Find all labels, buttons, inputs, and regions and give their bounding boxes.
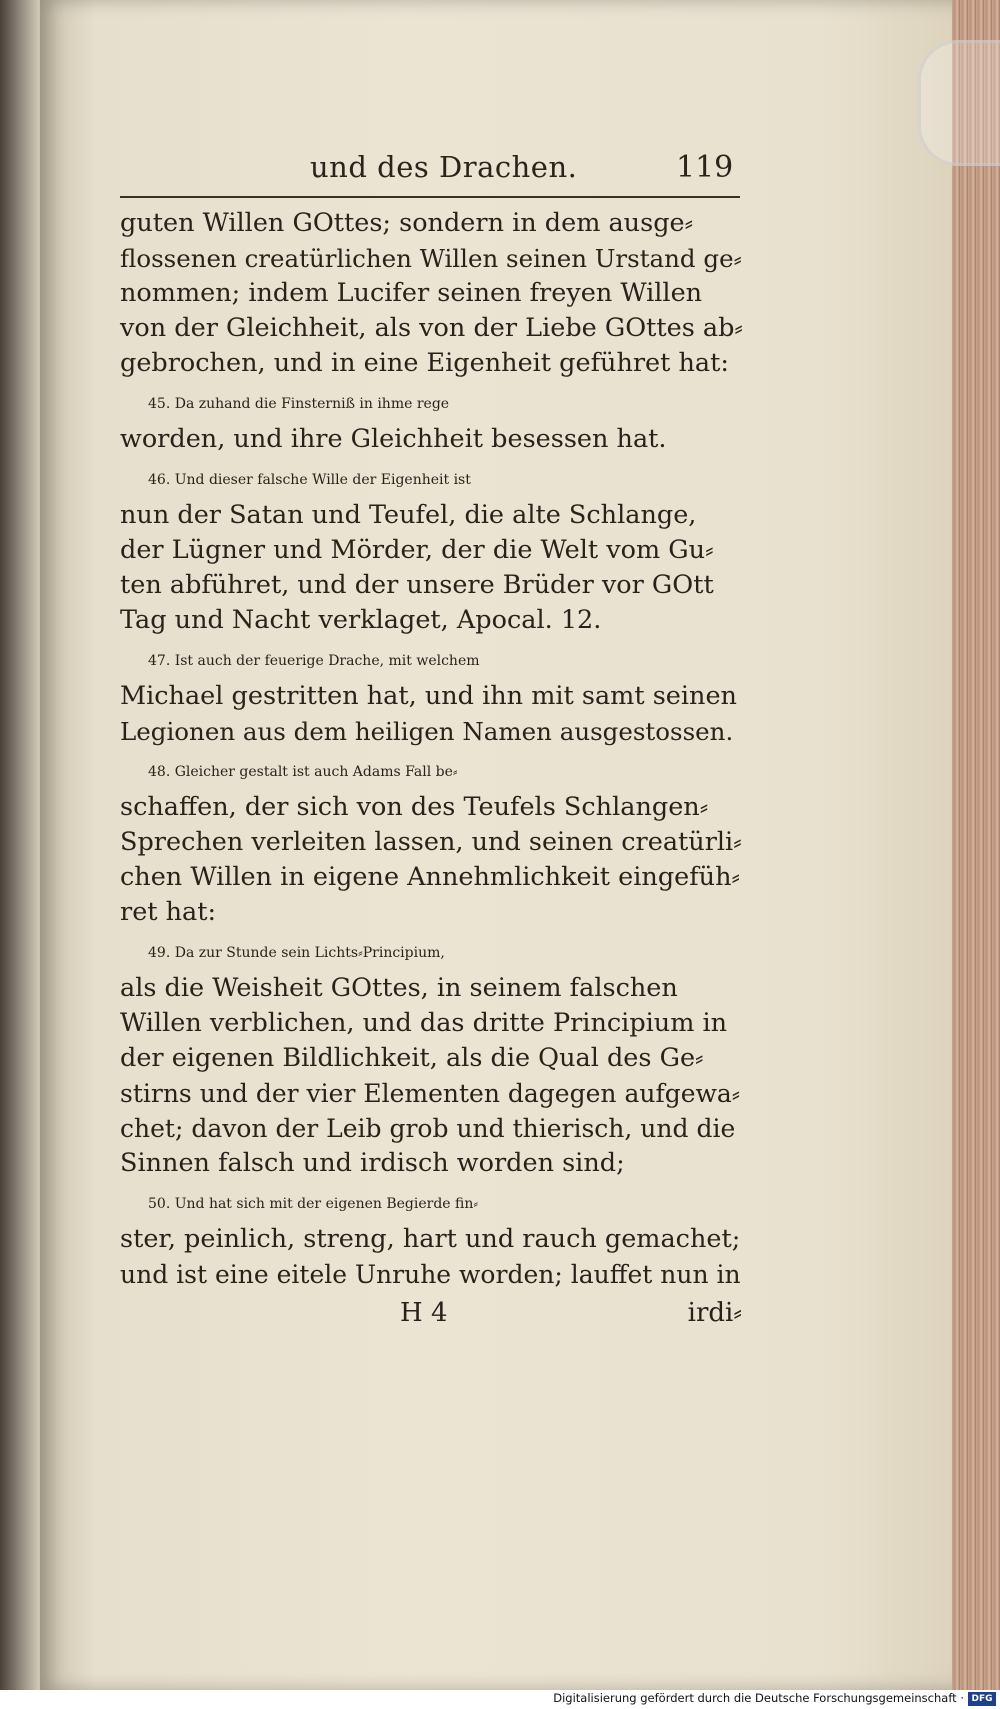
text-line: von der Gleichheit, als von der Liebe GOttes ab⸗: [120, 313, 743, 343]
page-header: [120, 150, 740, 190]
text-line: Sinnen falsch und irdisch worden sind;: [120, 1148, 625, 1178]
page-footer: [120, 1298, 742, 1338]
paragraph-45: 45. Da zuhand die Finsterniß in ihme rege: [148, 396, 450, 412]
body-text: [120, 206, 742, 1292]
text-line: nommen; indem Lucifer seinen freyen Willen: [120, 278, 703, 308]
text-line: der eigenen Bildlichkeit, als die Qual des Ge⸗: [120, 1043, 704, 1073]
text-line: flossenen creatürlichen Willen seinen Urstand ge⸗: [120, 244, 742, 273]
paragraph-47: 47. Ist auch der feuerige Drache, mit welchem: [148, 653, 480, 669]
paragraph-49: 49. Da zur Stunde sein Lichts⸗Principium,: [148, 945, 445, 961]
catchword: irdi⸗: [687, 1298, 742, 1328]
text-line: Michael gestritten hat, und ihn mit samt seinen: [120, 681, 737, 711]
running-title: und des Drachen.: [310, 150, 578, 184]
text-line: und ist eine eitele Unruhe worden; lauffet nun in: [120, 1260, 741, 1289]
dfg-logo-icon: DFG: [968, 1692, 996, 1706]
text-line: Willen verblichen, und das dritte Principium in: [120, 1008, 728, 1038]
text-line: Sprechen verleiten lassen, und seinen creatürli⸗: [120, 827, 742, 857]
header-rule: [120, 196, 740, 198]
text-line: Legionen aus dem heiligen Namen ausgestossen.: [120, 717, 734, 746]
text-line: chen Willen in eigene Annehmlichkeit eingefüh⸗: [120, 862, 741, 892]
text-line: stirns und der vier Elementen dagegen aufgewa⸗: [120, 1079, 741, 1108]
paragraph-48: 48. Gleicher gestalt ist auch Adams Fall be⸗: [148, 764, 458, 780]
text-line: schaffen, der sich von des Teufels Schlangen⸗: [120, 792, 709, 822]
text-line: worden, und ihre Gleichheit besessen hat.: [120, 424, 667, 454]
text-line: als die Weisheit GOttes, in seinem falschen: [120, 973, 678, 1003]
page-clip: [918, 40, 1000, 166]
text-line: der Lügner und Mörder, der die Welt vom Gu⸗: [120, 535, 714, 565]
paragraph-46: 46. Und dieser falsche Wille der Eigenheit ist: [148, 472, 471, 488]
text-line: ret hat:: [120, 897, 217, 927]
text-line: gebrochen, und in eine Eigenheit geführet hat:: [120, 348, 729, 378]
page-leaves-edge: [952, 0, 1000, 1690]
page-number: 119: [676, 150, 734, 185]
text-line: guten Willen GOttes; sondern in dem ausge⸗: [120, 208, 694, 238]
credit-text: Digitalisierung gefördert durch die Deutsche Forschungsgemeinschaft ·: [553, 1691, 964, 1705]
text-line: nun der Satan und Teufel, die alte Schlange,: [120, 500, 697, 530]
text-line: Tag und Nacht verklaget, Apocal. 12.: [120, 605, 602, 635]
text-line: ster, peinlich, streng, hart und rauch gemachet;: [120, 1224, 741, 1254]
text-line: ten abführet, und der unsere Brüder vor GOtt: [120, 570, 714, 600]
text-line: chet; davon der Leib grob und thierisch, und die: [120, 1114, 736, 1143]
paragraph-50: 50. Und hat sich mit der eigenen Begierde fin⸗: [148, 1196, 479, 1212]
credit-bar: [0, 1690, 1000, 1709]
signature-mark: H 4: [400, 1298, 448, 1328]
